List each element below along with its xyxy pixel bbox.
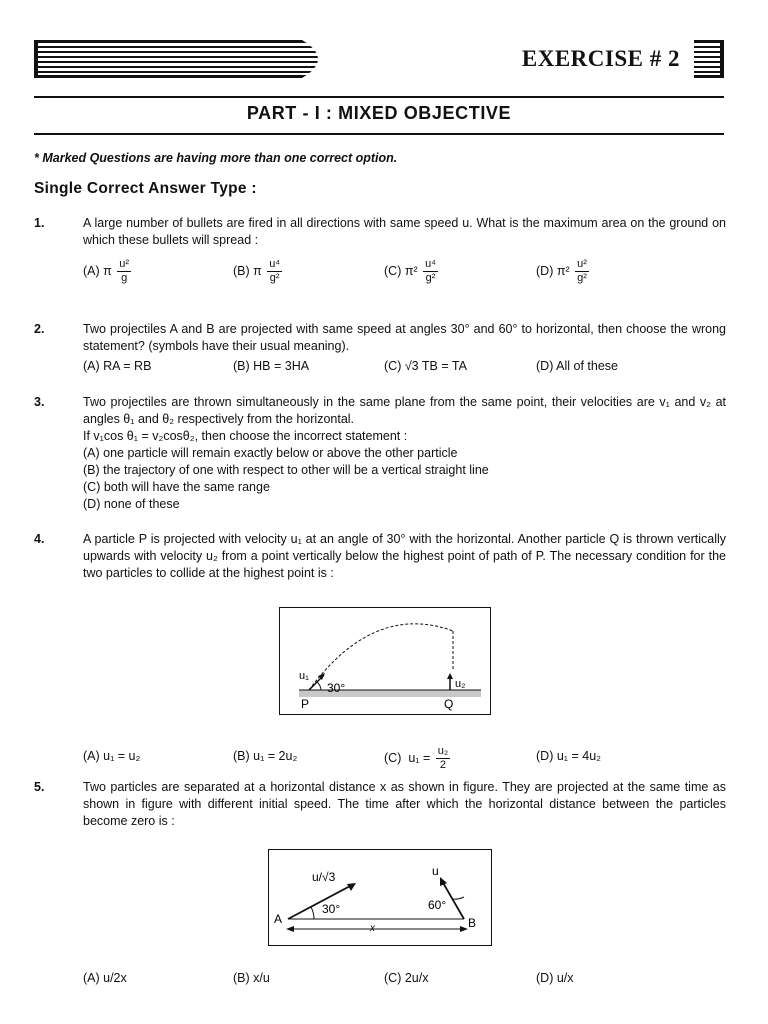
question-condition: If v₁cos θ₁ = v₂cosθ₂, then choose the incorrect statement : <box>83 429 408 443</box>
projectile-diagram <box>279 607 491 715</box>
question-text: Two projectiles A and B are projected with same speed at angles 30° and 60° to horizontal, then choose the wrong statement? (symbols have their usual meaning). <box>83 322 726 353</box>
question-text: Two projectiles are thrown simultaneously in the same plane from the same point, their velocities are v₁ and v₂ at angles θ₁ and θ₂ respectively from the horizontal. <box>83 395 726 426</box>
option-a[interactable]: (A) π $\frac{\text{u²}}{g}$ <box>83 258 130 284</box>
option-c[interactable]: (C) both will have the same range <box>83 480 270 494</box>
question-text: Two particles are separated at a horizontal distance x as shown in figure. They are projected at the same time as shown in figure with different initial speed. The time after which the horizontal distance between the particles become zero is : <box>83 780 726 828</box>
question-text: A particle P is projected with velocity u₁ at an angle of 30° with the horizontal. Another particle Q is thrown vertically upwards with velocity u₂ from a point vertically below the highest point of path of P. The necessary condition for the two particles to collide at the highest point is : <box>83 532 726 580</box>
option-d[interactable]: (D) π² $\frac{\text{u²}}{\text{g²}}$ <box>536 258 587 284</box>
option-b[interactable]: (B) HB = 3HA <box>233 359 310 373</box>
marked-note: * Marked Questions are having more than one correct option. <box>34 151 398 165</box>
option-c[interactable]: (C) π² $\frac{\text{u⁴}}{\text{g²}}$ <box>384 258 436 284</box>
question-4 <box>34 531 726 582</box>
exercise-title: EXERCISE # 2 <box>521 46 680 71</box>
option-d[interactable]: (D) none of these <box>83 497 180 511</box>
label-p: P <box>301 697 310 711</box>
question-1 <box>34 215 726 294</box>
question-number: 1. <box>34 216 45 230</box>
exercise-banner <box>34 40 724 78</box>
two-particle-diagram <box>268 849 492 946</box>
option-d[interactable]: (D) All of these <box>536 359 618 373</box>
question-3 <box>34 394 726 513</box>
option-b[interactable]: (B) the trajectory of one with respect to other will be a vertical straight line <box>83 463 489 477</box>
figure-q5 <box>268 849 492 946</box>
option-b[interactable]: (B) u₁ = 2u₂ <box>233 749 298 763</box>
question-2 <box>34 321 726 380</box>
question-5-options <box>34 970 726 992</box>
figure-q4 <box>279 607 491 715</box>
label-q: Q <box>444 697 454 711</box>
option-d[interactable]: (D) u₁ = 4u₂ <box>536 749 601 763</box>
question-text: A large number of bullets are fired in all directions with same speed u. What is the maximum area on the ground on which these bullets will spread : <box>83 216 726 247</box>
option-a[interactable]: (A) u/2x <box>83 971 127 985</box>
rule-top <box>34 96 724 98</box>
option-b[interactable]: (B) x/u <box>233 971 270 985</box>
label-angle-a: 30° <box>322 902 341 916</box>
question-number: 5. <box>34 780 45 794</box>
label-ub: u <box>432 864 439 878</box>
section-heading: Single Correct Answer Type : <box>34 180 257 197</box>
label-u2: u₂ <box>455 678 466 690</box>
label-a: A <box>274 912 283 926</box>
label-ua: u/√3 <box>312 870 336 884</box>
question-number: 2. <box>34 322 45 336</box>
option-a[interactable]: (A) one particle will remain exactly below or above the other particle <box>83 446 458 460</box>
option-d[interactable]: (D) u/x <box>536 971 574 985</box>
options <box>83 745 726 771</box>
options <box>83 358 726 380</box>
rule-bottom <box>34 133 724 135</box>
label-b: B <box>468 916 477 930</box>
option-a[interactable]: (A) u₁ = u₂ <box>83 749 141 763</box>
option-a[interactable]: (A) RA = RB <box>83 359 152 373</box>
options <box>83 970 726 992</box>
question-number: 3. <box>34 395 45 409</box>
label-angle-b: 60° <box>428 898 447 912</box>
option-c[interactable]: (C) 2u/x <box>384 971 429 985</box>
option-b[interactable]: (B) π $\frac{\text{u⁴}}{\text{g²}}$ <box>233 258 281 284</box>
question-5 <box>34 779 726 830</box>
option-c[interactable]: (C) √3 TB = TA <box>384 359 467 373</box>
question-number: 4. <box>34 532 45 546</box>
question-4-options <box>34 745 726 771</box>
label-u1: u₁ <box>299 670 309 682</box>
part-title: PART - I : MIXED OBJECTIVE <box>246 103 512 123</box>
label-x: x <box>370 923 375 934</box>
options <box>83 258 726 294</box>
option-c[interactable]: (C) u₁ = $\frac{\text{u₂}}{2}$ <box>384 745 449 771</box>
label-angle: 30° <box>327 681 346 695</box>
